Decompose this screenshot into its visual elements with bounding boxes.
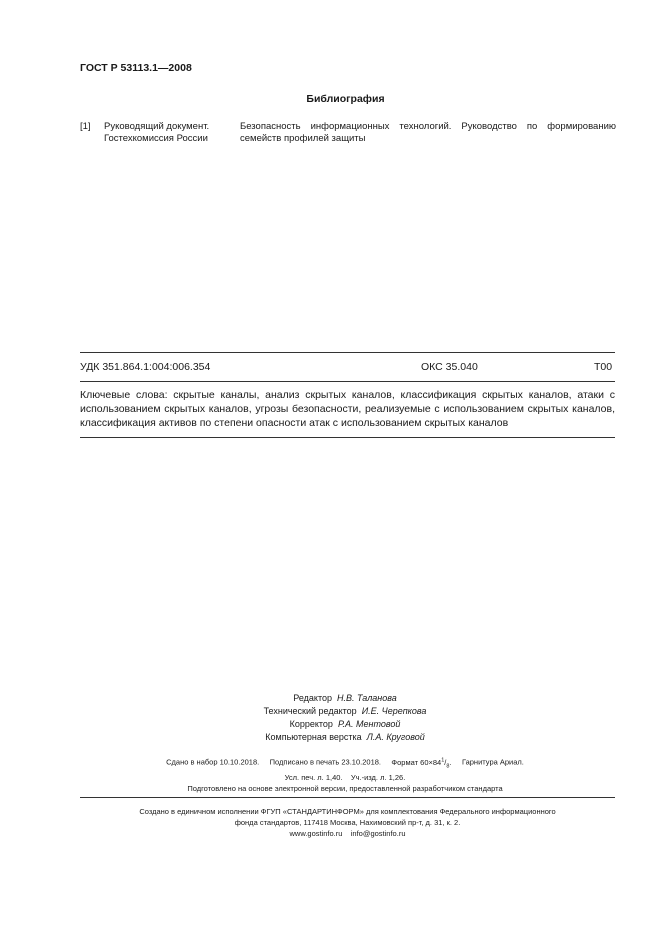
sent-date: Сдано в набор 10.10.2018. — [166, 757, 260, 767]
format-sub: 8 — [446, 763, 450, 769]
divider — [80, 381, 615, 382]
credit-role: Компьютерная верстка — [265, 732, 362, 742]
print-info-block — [100, 755, 590, 794]
classification-code: Т00 — [594, 361, 613, 373]
bibliography-source-line: Гостехкомиссия России — [104, 133, 208, 144]
publisher-line: www.gostinfo.ru info@gostinfo.ru — [289, 829, 406, 838]
format-text: Формат 60×84 — [391, 757, 442, 767]
bibliography-entry-text: Безопасность информационных технологий. Руководство по формированию семейств профилей защиты — [240, 121, 616, 144]
publisher-block — [80, 806, 615, 839]
publisher-line: фонда стандартов, 117418 Москва, Нахимовский пр-т, д. 31, к. 2. — [234, 818, 461, 827]
document-code: ГОСТ Р 53113.1—2008 — [80, 62, 192, 74]
credit-line — [150, 705, 540, 718]
credit-person: И.Е. Черепкова — [361, 706, 427, 716]
publisher-line: Создано в единичном исполнении ФГУП «СТАНДАРТИНФОРМ» для комплектования Федерального информационного — [139, 807, 556, 816]
print-info-line — [100, 755, 590, 772]
divider — [80, 437, 615, 438]
format-sup: 1 — [441, 757, 445, 763]
print-info-line: Подготовлено на основе электронной версии, предоставленной разработчиком стандарта — [187, 784, 503, 793]
bibliography-entry-source — [104, 121, 234, 145]
print-info-line: Усл. печ. л. 1,40. Уч.-изд. л. 1,26. — [284, 773, 406, 782]
paper-format: Формат $60\times 84^1/_8$. — [391, 757, 452, 769]
udk-code: УДК 351.864.1:004:006.354 — [80, 361, 211, 373]
credit-person: Р.А. Ментовой — [337, 719, 401, 729]
credit-person: Л.А. Круговой — [366, 732, 425, 742]
credit-person: Н.В. Таланова — [337, 693, 397, 703]
signed-date: Подписано в печать 23.10.2018. — [269, 757, 381, 767]
credits-block — [150, 692, 540, 744]
credit-role: Редактор — [293, 693, 332, 703]
divider — [80, 797, 615, 798]
bibliography-title: Библиография — [306, 93, 385, 105]
bibliography-source-line: Руководящий документ. — [104, 121, 210, 132]
credit-line — [150, 731, 540, 744]
credit-line — [150, 692, 540, 705]
keywords-paragraph: Ключевые слова: скрытые каналы, анализ скрытых каналов, классификация скрытых каналов, атаки с использованием скрытых каналов, угрозы безопасности, реализуемые с использованием скрытых каналов, классификация активов по степени опасности атак с использованием скрытых каналов — [80, 389, 615, 429]
bibliography-entry-number: [1] — [80, 121, 91, 132]
credit-role: Корректор — [289, 719, 333, 729]
typeface: Гарнитура Ариал. — [461, 757, 524, 767]
credit-line — [150, 718, 540, 731]
credit-role: Технический редактор — [263, 706, 357, 716]
divider — [80, 352, 615, 353]
oks-code: ОКС 35.040 — [421, 361, 478, 373]
